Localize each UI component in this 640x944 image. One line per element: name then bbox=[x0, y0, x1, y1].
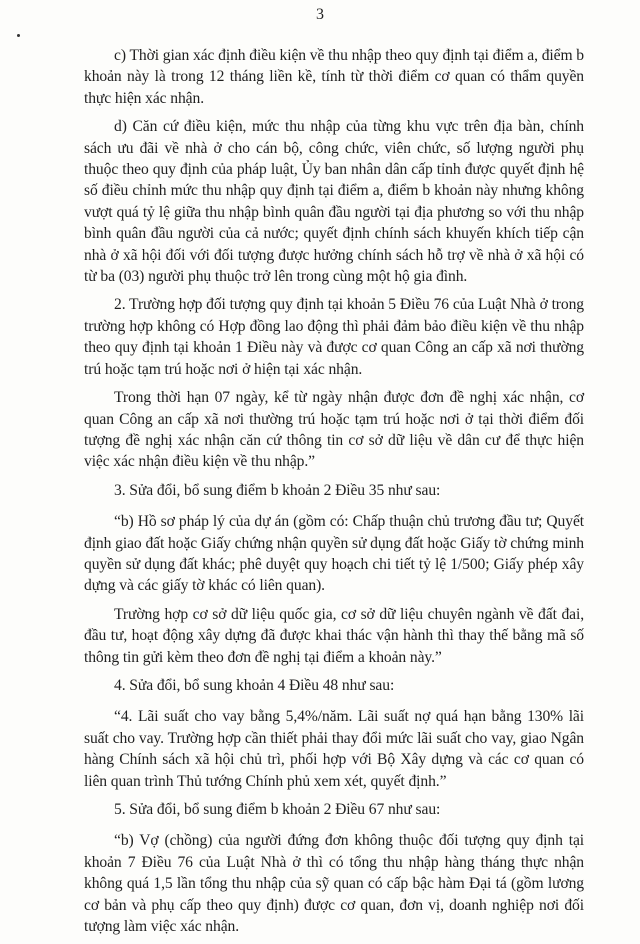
paragraph-2-deadline: Trong thời hạn 07 ngày, kể từ ngày nhận được đơn đề nghị xác nhận, cơ quan Công an cấp xã nơi thường trú hoặc tạm trú hoặc nơi ở tại thời điểm đối tượng đề nghị xác nhận căn cứ thông tin cơ sở dữ liệu về dân cư để thực hiện việc xác nhận điều kiện về thu nhập.” bbox=[84, 389, 584, 471]
paragraph-4-interest: “4. Lãi suất cho vay bằng 5,4%/năm. Lãi suất nợ quá hạn bằng 130% lãi suất cho vay. Trường hợp cần thiết phải thay đổi mức lãi suất cho vay, giao Ngân hàng Chính sách xã hội chủ trì, phối hợp với Bộ Xây dựng và các cơ quan có liên quan trình Thủ tướng Chính phủ xem xét, quyết định.” bbox=[84, 708, 584, 790]
paragraph-1d: d) Căn cứ điều kiện, mức thu nhập của từng khu vực trên địa bàn, chính sách ưu đãi về nhà ở cho cán bộ, công chức, viên chức, số lượng người phụ thuộc theo quy định của pháp luật, Ủy ban nhân dân cấp tỉnh được quyết định hệ số điều chỉnh mức thu nhập quy định tại điểm a, điểm b khoản này nhưng không vượt quá tỷ lệ giữa thu nhập bình quân đầu người tại địa phương so với thu nhập bình quân đầu người của cả nước; quyết định chính sách khuyến khích tiếp cận nhà ở xã hội đối với đối tượng được hưởng chính sách hỗ trợ về nhà ở xã hội có từ ba (03) người phụ thuộc trở lên trong cùng một hộ gia đình. bbox=[84, 118, 584, 286]
paragraph-5-heading: 5. Sửa đổi, bổ sung điểm b khoản 2 Điều 67 như sau: bbox=[114, 801, 441, 818]
scan-speck bbox=[17, 34, 20, 37]
paragraph-3b: “b) Hồ sơ pháp lý của dự án (gồm có: Chấp thuận chủ trương đầu tư; Quyết định giao đất hoặc Giấy chứng nhận quyền sử dụng đất hoặc Giấy tờ chứng minh quyền sử dụng đất khác; phê duyệt quy hoạch chi tiết tỷ lệ 1/500; Giấy phép xây dựng và các giấy tờ khác có liên quan). bbox=[84, 513, 584, 595]
paragraph-2: 2. Trường hợp đối tượng quy định tại khoản 5 Điều 76 của Luật Nhà ở trong trường hợp không có Hợp đồng lao động thì phải đảm bảo điều kiện về thu nhập theo quy định tại khoản 1 Điều này và được cơ quan Công an cấp xã nơi thường trú hoặc tạm trú hoặc nơi ở hiện tại xác nhận. bbox=[84, 296, 584, 378]
paragraph-1c: c) Thời gian xác định điều kiện về thu nhập theo quy định tại điểm a, điểm b khoản này là trong 12 tháng liền kề, tính từ thời điểm cơ quan có thẩm quyền thực hiện xác nhận. bbox=[84, 47, 584, 107]
paragraph-4-heading: 4. Sửa đổi, bổ sung khoản 4 Điều 48 như sau: bbox=[114, 676, 395, 694]
document-body bbox=[84, 45, 584, 944]
paragraph-5b: “b) Vợ (chồng) của người đứng đơn không thuộc đối tượng quy định tại khoản 7 Điều 76 của Luật Nhà ở thì có tổng thu nhập hàng tháng thực nhận không quá 1,5 lần tổng thu nhập của sỹ quan có cấp bậc hàm Đại tá (gồm lương cơ bản và phụ cấp theo quy định) được cơ quan, đơn vị, doanh nghiệp nơi đối tượng làm việc xác nhận. bbox=[84, 832, 584, 936]
page-number: 3 bbox=[316, 6, 324, 23]
paragraph-3-heading: 3. Sửa đổi, bổ sung điểm b khoản 2 Điều 35 như sau: bbox=[114, 481, 441, 499]
paragraph-3b-database: Trường hợp cơ sở dữ liệu quốc gia, cơ sở dữ liệu chuyên ngành về đất đai, đầu tư, hoạt động xây dựng đã được khai thác vận hành thì thay thế bằng mã số thông tin gửi kèm theo đơn đề nghị tại điểm a khoản này.” bbox=[84, 605, 584, 666]
